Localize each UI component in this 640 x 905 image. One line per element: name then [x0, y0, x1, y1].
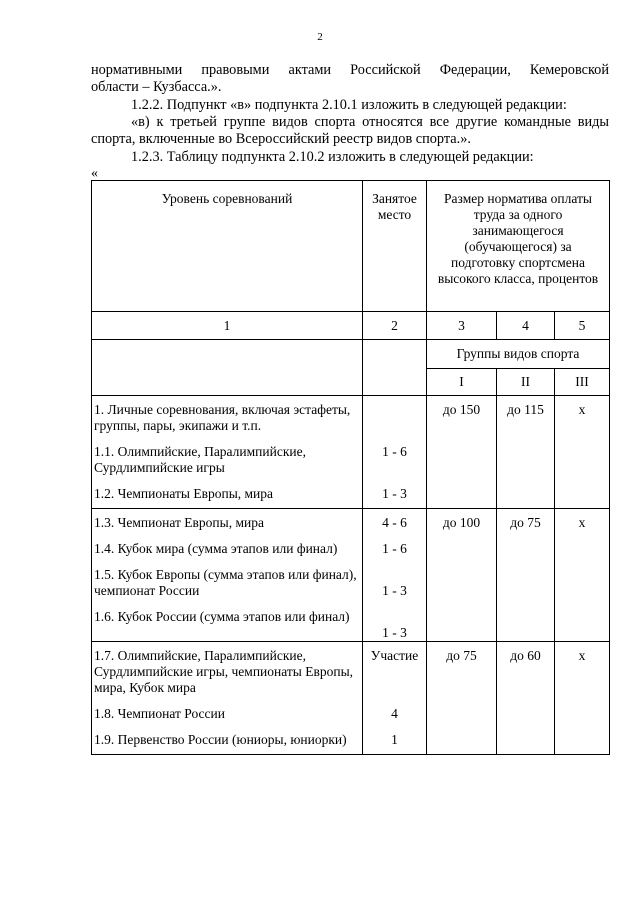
group-label-2: II	[497, 369, 555, 396]
level-item: 1.6. Кубок России (сумма этапов или финал)	[94, 609, 350, 624]
opening-quote: «	[91, 166, 98, 181]
group-3-value: х	[555, 642, 610, 755]
place-value: 1 - 3	[382, 625, 407, 640]
column-number-3: 3	[427, 312, 497, 340]
column-numbers-row	[92, 312, 610, 340]
place-value: 4	[391, 706, 398, 721]
group-2-value: до 115	[497, 396, 555, 509]
header-norm: Размер норматива оплаты труда за одного занимающегося (обучающегося) за подготовку спортсмена высокого класса, процентов	[427, 181, 610, 312]
place-value: 1 - 3	[382, 583, 407, 598]
place-value: Участие	[370, 648, 419, 663]
column-number-5: 5	[555, 312, 610, 340]
level-item: 1.3. Чемпионат Европы, мира	[94, 515, 264, 530]
paragraph-2: 1.2.2. Подпункт «в» подпункта 2.10.1 изложить в следующей редакции:	[131, 97, 567, 113]
empty-level-cell	[92, 340, 363, 396]
level-item: 1.7. Олимпийские, Паралимпийские, Сурдлимпийские игры, чемпионаты Европы, мира, Кубок мира	[94, 648, 354, 695]
header-level: Уровень соревнований	[92, 181, 363, 312]
level-item: 1.2. Чемпионаты Европы, мира	[94, 486, 274, 501]
level-item: 1.5. Кубок Европы (сумма этапов или финал), чемпионат России	[94, 567, 357, 598]
table-header-row	[92, 181, 610, 312]
groups-title: Группы видов спорта	[427, 340, 610, 369]
level-item: 1.8. Чемпионат России	[94, 706, 225, 721]
level-item: 1.1. Олимпийские, Паралимпийские, Сурдлимпийские игры	[94, 444, 306, 475]
column-number-2: 2	[363, 312, 427, 340]
column-number-1: 1	[92, 312, 363, 340]
table-row	[92, 396, 610, 509]
group-1-value: до 100	[427, 509, 497, 642]
place-cell	[363, 396, 427, 509]
place-value: 4 - 6	[382, 515, 407, 530]
group-2-value: до 75	[497, 509, 555, 642]
place-cell	[363, 509, 427, 642]
group-label-3: III	[555, 369, 610, 396]
place-value: 1 - 6	[382, 541, 407, 556]
paragraph-3-line-2: спорта, включенные во Всероссийский реестр видов спорта.».	[91, 131, 471, 147]
paragraph-1-line-1: нормативными правовыми актами Российской Федерации, Кемеровской	[91, 62, 609, 78]
empty-place-cell	[363, 340, 427, 396]
paragraph-4: 1.2.3. Таблицу подпункта 2.10.2 изложить в следующей редакции:	[131, 149, 534, 165]
group-3-value: х	[555, 509, 610, 642]
level-item: 1.9. Первенство России (юниоры, юниорки)	[94, 732, 347, 747]
place-value: 1	[391, 732, 398, 747]
page-number: 2	[317, 31, 323, 43]
level-cell	[92, 396, 363, 509]
level-cell	[92, 642, 363, 755]
paragraph-3-line-1: «в) к третьей группе видов спорта относятся все другие командные виды	[131, 114, 609, 130]
level-item: 1.4. Кубок мира (сумма этапов или финал)	[94, 541, 338, 556]
table-row	[92, 642, 610, 755]
table-row	[92, 509, 610, 642]
group-label-1: I	[427, 369, 497, 396]
paragraph-1-line-2: области – Кузбасса.».	[91, 79, 222, 95]
normative-table	[91, 180, 610, 755]
groups-title-row	[92, 340, 610, 369]
place-value: 1 - 6	[382, 444, 407, 459]
place-value	[363, 402, 426, 444]
group-1-value: до 150	[427, 396, 497, 509]
level-cell	[92, 509, 363, 642]
group-1-value: до 75	[427, 642, 497, 755]
group-2-value: до 60	[497, 642, 555, 755]
place-cell	[363, 642, 427, 755]
column-number-4: 4	[497, 312, 555, 340]
level-item: 1. Личные соревнования, включая эстафеты, группы, пары, экипажи и т.п.	[94, 402, 351, 433]
header-place: Занятое место	[363, 181, 427, 312]
place-value: 1 - 3	[382, 486, 407, 501]
group-3-value: х	[555, 396, 610, 509]
